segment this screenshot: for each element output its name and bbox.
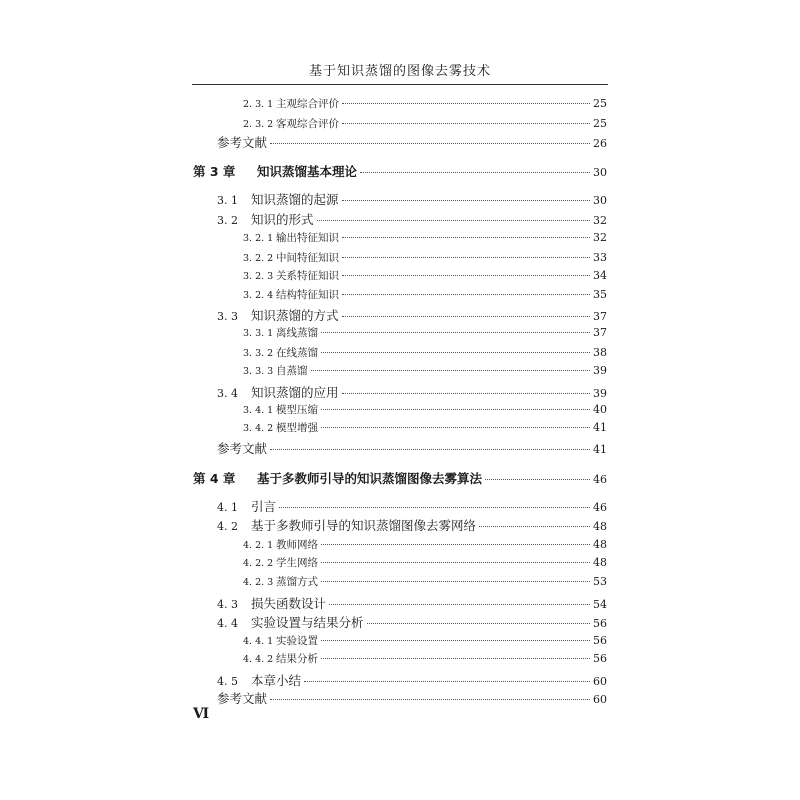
toc-entry-title: 模型压缩 xyxy=(276,404,318,416)
toc-entry-number: 4. 2 xyxy=(217,520,238,533)
toc-entry-title: 参考文献 xyxy=(217,691,268,706)
toc-entry-page: 37 xyxy=(593,310,607,323)
toc-entry xyxy=(243,230,607,245)
dot-leader xyxy=(321,409,590,410)
toc-entry-title: 结构特征知识 xyxy=(276,289,339,301)
dot-leader xyxy=(321,640,590,641)
toc-entry xyxy=(243,345,607,360)
dot-leader xyxy=(321,427,590,428)
toc-entry-page: 35 xyxy=(593,288,607,301)
toc-chapter-entry xyxy=(193,469,607,487)
toc-entry-number: 4. 4. 1 xyxy=(243,636,274,647)
toc-entry-title: 结果分析 xyxy=(276,653,318,665)
toc-entry-page: 60 xyxy=(593,693,607,706)
toc-entry xyxy=(243,633,607,648)
toc-entry-number: 4. 4 xyxy=(217,617,238,630)
toc-entry xyxy=(217,133,607,151)
dot-leader xyxy=(360,172,590,173)
toc-entry-number: 第 3 章 xyxy=(193,164,236,179)
toc-entry xyxy=(243,268,607,283)
toc-entry-title: 实验设置 xyxy=(276,635,318,647)
toc-entry-title: 知识蒸馏的应用 xyxy=(251,385,339,400)
dot-leader xyxy=(342,123,590,124)
toc-entry-title: 知识的形式 xyxy=(251,212,314,227)
toc-entry-number: 3. 1 xyxy=(217,194,238,207)
toc-entry-page: 54 xyxy=(593,598,607,611)
toc-entry-page: 41 xyxy=(593,421,607,434)
toc-entry-page: 46 xyxy=(593,501,607,514)
page-folio: Ⅵ xyxy=(193,706,210,722)
running-head: 基于知识蒸馏的图像去雾技术 xyxy=(308,64,491,79)
toc-entry-number: 3. 2. 4 xyxy=(243,290,274,301)
toc-entry-title: 实验设置与结果分析 xyxy=(251,615,364,630)
dot-leader xyxy=(270,699,590,700)
dot-leader xyxy=(342,316,590,317)
dot-leader xyxy=(342,393,590,394)
dot-leader xyxy=(321,352,590,353)
toc-entry xyxy=(217,516,607,534)
toc-entry xyxy=(217,497,607,515)
toc-entry-page: 40 xyxy=(593,403,607,416)
toc-entry-number: 3. 3 xyxy=(217,310,238,323)
dot-leader xyxy=(321,658,590,659)
toc-entry xyxy=(217,594,607,612)
toc-entry-number: 4. 3 xyxy=(217,598,238,611)
toc-entry-title: 基于多教师引导的知识蒸馏图像去雾算法 xyxy=(257,471,483,486)
toc-entry-title: 学生网络 xyxy=(276,557,318,569)
toc-entry-page: 32 xyxy=(593,214,607,227)
toc-entry-title: 中间特征知识 xyxy=(276,252,339,264)
toc-entry-page: 53 xyxy=(593,575,607,588)
toc-entry-number: 3. 4 xyxy=(217,387,238,400)
toc-entry-page: 26 xyxy=(593,137,607,150)
toc-entry-page: 56 xyxy=(593,652,607,665)
toc-entry xyxy=(217,383,607,401)
dot-leader xyxy=(321,562,590,563)
dot-leader xyxy=(304,681,590,682)
dot-leader xyxy=(485,479,590,480)
toc-entry xyxy=(243,363,607,378)
toc-entry-number: 3. 2. 3 xyxy=(243,271,274,282)
toc-entry xyxy=(243,325,607,340)
toc-entry-page: 56 xyxy=(593,617,607,630)
toc-entry xyxy=(243,250,607,265)
dot-leader xyxy=(321,332,590,333)
dot-leader xyxy=(342,294,590,295)
toc-entry-page: 48 xyxy=(593,556,607,569)
toc-entry-number: 3. 3. 2 xyxy=(243,348,274,359)
toc-entry-page: 30 xyxy=(593,194,607,207)
toc-entry-number: 3. 2 xyxy=(217,214,238,227)
toc-entry-number: 3. 3. 3 xyxy=(243,366,274,377)
toc-entry-number: 3. 3. 1 xyxy=(243,328,274,339)
toc-entry-page: 25 xyxy=(593,97,607,110)
toc-entry-page: 41 xyxy=(593,443,607,456)
toc-entry-page: 30 xyxy=(593,166,607,179)
toc-entry-title: 教师网络 xyxy=(276,539,318,551)
dot-leader xyxy=(311,370,591,371)
toc-entry-title: 离线蒸馏 xyxy=(276,327,318,339)
toc-entry xyxy=(243,555,607,570)
toc-entry xyxy=(217,190,607,208)
toc-entry-number: 3. 4. 1 xyxy=(243,405,274,416)
toc-entry-page: 46 xyxy=(593,473,607,486)
toc-entry-page: 25 xyxy=(593,117,607,130)
toc-entry-title: 自蒸馏 xyxy=(276,365,308,377)
toc-entry-title: 输出特征知识 xyxy=(276,232,339,244)
toc-entry xyxy=(243,574,607,589)
toc-entry-title: 知识蒸馏基本理论 xyxy=(257,164,358,179)
toc-entry-number: 3. 2. 1 xyxy=(243,233,274,244)
toc-entry xyxy=(217,306,607,324)
toc-entry-page: 34 xyxy=(593,269,607,282)
toc-entry-number: 4. 5 xyxy=(217,675,238,688)
toc-entry xyxy=(217,689,607,707)
toc-entry-page: 39 xyxy=(593,364,607,377)
toc-entry xyxy=(243,651,607,666)
toc-entry-number: 4. 1 xyxy=(217,501,238,514)
dot-leader xyxy=(342,200,590,201)
toc-entry-page: 60 xyxy=(593,675,607,688)
toc-entry-title: 模型增强 xyxy=(276,422,318,434)
dot-leader xyxy=(342,237,590,238)
toc-entry-number: 2. 3. 2 xyxy=(243,119,274,130)
toc-entry-number: 4. 4. 2 xyxy=(243,654,274,665)
toc-entry-page: 32 xyxy=(593,231,607,244)
toc-chapter-entry xyxy=(193,162,607,180)
toc-entry-title: 蒸馏方式 xyxy=(276,576,318,588)
toc-entry-page: 33 xyxy=(593,251,607,264)
dot-leader xyxy=(479,526,590,527)
toc-entry xyxy=(217,671,607,689)
toc-entry-title: 在线蒸馏 xyxy=(276,347,318,359)
toc-entry xyxy=(243,287,607,302)
toc-entry-title: 参考文献 xyxy=(217,441,268,456)
dot-leader xyxy=(342,257,590,258)
toc-entry-title: 参考文献 xyxy=(217,135,268,150)
toc-entry-title: 基于多教师引导的知识蒸馏图像去雾网络 xyxy=(251,518,477,533)
toc-entry xyxy=(243,96,607,111)
toc-entry xyxy=(217,439,607,457)
toc-entry-number: 2. 3. 1 xyxy=(243,99,274,110)
dot-leader xyxy=(317,220,590,221)
toc-entry-page: 39 xyxy=(593,387,607,400)
dot-leader xyxy=(279,507,590,508)
dot-leader xyxy=(321,544,590,545)
dot-leader xyxy=(270,449,590,450)
toc-entry-page: 48 xyxy=(593,538,607,551)
toc-entry xyxy=(243,420,607,435)
toc-entry-title: 关系特征知识 xyxy=(276,270,339,282)
toc-entry-number: 3. 2. 2 xyxy=(243,253,274,264)
toc-entry-page: 56 xyxy=(593,634,607,647)
dot-leader xyxy=(367,623,590,624)
toc-entry-title: 知识蒸馏的起源 xyxy=(251,192,339,207)
toc-entry-number: 3. 4. 2 xyxy=(243,423,274,434)
toc-entry xyxy=(243,537,607,552)
toc-entry-number: 4. 2. 1 xyxy=(243,540,274,551)
toc-entry-title: 引言 xyxy=(251,499,277,514)
toc-entry-title: 客观综合评价 xyxy=(276,118,339,130)
toc-entry-title: 损失函数设计 xyxy=(251,596,327,611)
toc-entry xyxy=(243,402,607,417)
toc-entry xyxy=(217,613,607,631)
dot-leader xyxy=(321,581,590,582)
toc-entry-number: 第 4 章 xyxy=(193,471,236,486)
toc-entry-page: 48 xyxy=(593,520,607,533)
dot-leader xyxy=(329,604,590,605)
toc-entry-number: 4. 2. 3 xyxy=(243,577,274,588)
toc-entry xyxy=(217,210,607,228)
toc-entry-title: 本章小结 xyxy=(251,673,302,688)
toc-entry-number: 4. 2. 2 xyxy=(243,558,274,569)
toc-entry xyxy=(243,116,607,131)
toc-entry-title: 知识蒸馏的方式 xyxy=(251,308,339,323)
toc-entry-title: 主观综合评价 xyxy=(276,98,339,110)
toc-entry-page: 37 xyxy=(593,326,607,339)
dot-leader xyxy=(270,143,590,144)
toc-entry-page: 38 xyxy=(593,346,607,359)
dot-leader xyxy=(342,103,590,104)
dot-leader xyxy=(342,275,590,276)
